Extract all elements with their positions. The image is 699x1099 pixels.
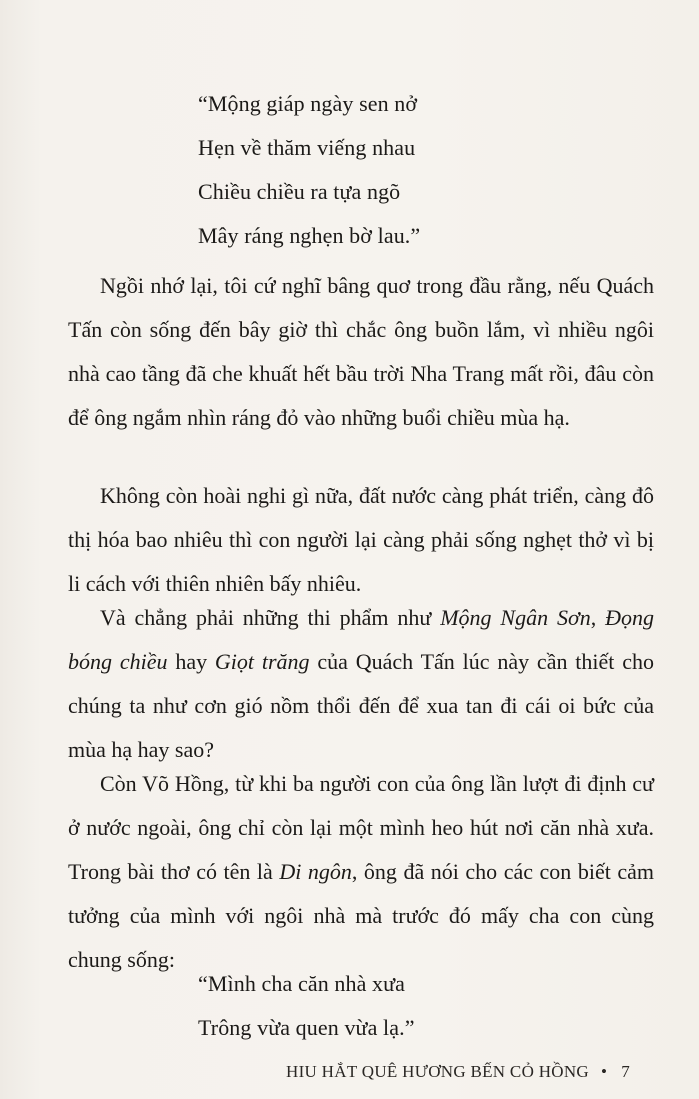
book-title-giot-trang: Giọt trăng xyxy=(214,649,310,674)
book-title-mong-ngan-son: Mộng Ngân Sơn xyxy=(440,605,591,630)
paragraph-1: Ngồi nhớ lại, tôi cứ nghĩ bâng quơ trong đầu rằng, nếu Quách Tấn còn sống đến bây giờ thì chắc ông buồn lắm, vì nhiều ngôi nhà cao tầng đã che khuất hết bầu trời Nha Trang mất rồi, đâu còn để ông ngắm nhìn ráng đỏ vào những buổi chiều mùa hạ. xyxy=(68,273,654,430)
poem-line: Mây ráng nghẹn bờ lau.” xyxy=(198,223,421,248)
page-number: 7 xyxy=(621,1062,631,1081)
paragraph-4 xyxy=(68,762,654,982)
poem-line: Chiều chiều ra tựa ngõ xyxy=(198,179,401,204)
text-segment: của Quách Tấn lúc này cần thiết cho chúng ta như cơn gió nồm thổi đến để xua tan đi cái oi bức của mùa hạ hay sao? xyxy=(68,649,654,762)
poem-line: Hẹn về thăm viếng nhau xyxy=(198,135,416,160)
paragraph-3 xyxy=(68,596,654,772)
poem-stanza-bottom xyxy=(198,962,415,1050)
bullet-separator: • xyxy=(601,1062,608,1081)
text-segment: hay xyxy=(167,649,215,674)
paragraph-2: Không còn hoài nghi gì nữa, đất nước càng phát triển, càng đô thị hóa bao nhiêu thì con người lại càng phải sống nghẹt thở vì bị li cách với thiên nhiên bấy nhiêu. xyxy=(68,483,654,596)
poem-line: “Mình cha căn nhà xưa xyxy=(198,971,406,996)
text-segment: Còn Võ Hồng, từ khi ba người con của ông lần lượt đi định cư ở nước ngoài, ông chỉ còn lại một mình heo hút nơi căn nhà xưa. Trong bài thơ có tên là xyxy=(68,771,654,884)
text-segment: , ông đã nói cho các con biết cảm tưởng của mình với ngôi nhà mà trước đó mấy cha con cùng chung sống: xyxy=(68,859,654,972)
text-segment: , xyxy=(590,605,606,630)
book-title-dong-bong-chieu: Đọng bóng chiều xyxy=(68,605,654,674)
poem-line: “Mộng giáp ngày sen nở xyxy=(198,91,418,116)
running-title: HIU HẮT QUÊ HƯƠNG BẾN CỎ HỒNG xyxy=(286,1062,590,1081)
poem-title-di-ngon: Di ngôn xyxy=(279,859,352,884)
poem-stanza-top xyxy=(198,82,420,258)
poem-line: Trông vừa quen vừa lạ.” xyxy=(198,1015,415,1040)
text-segment: Và chẳng phải những thi phẩm như xyxy=(100,605,441,630)
running-footer xyxy=(286,1062,630,1082)
